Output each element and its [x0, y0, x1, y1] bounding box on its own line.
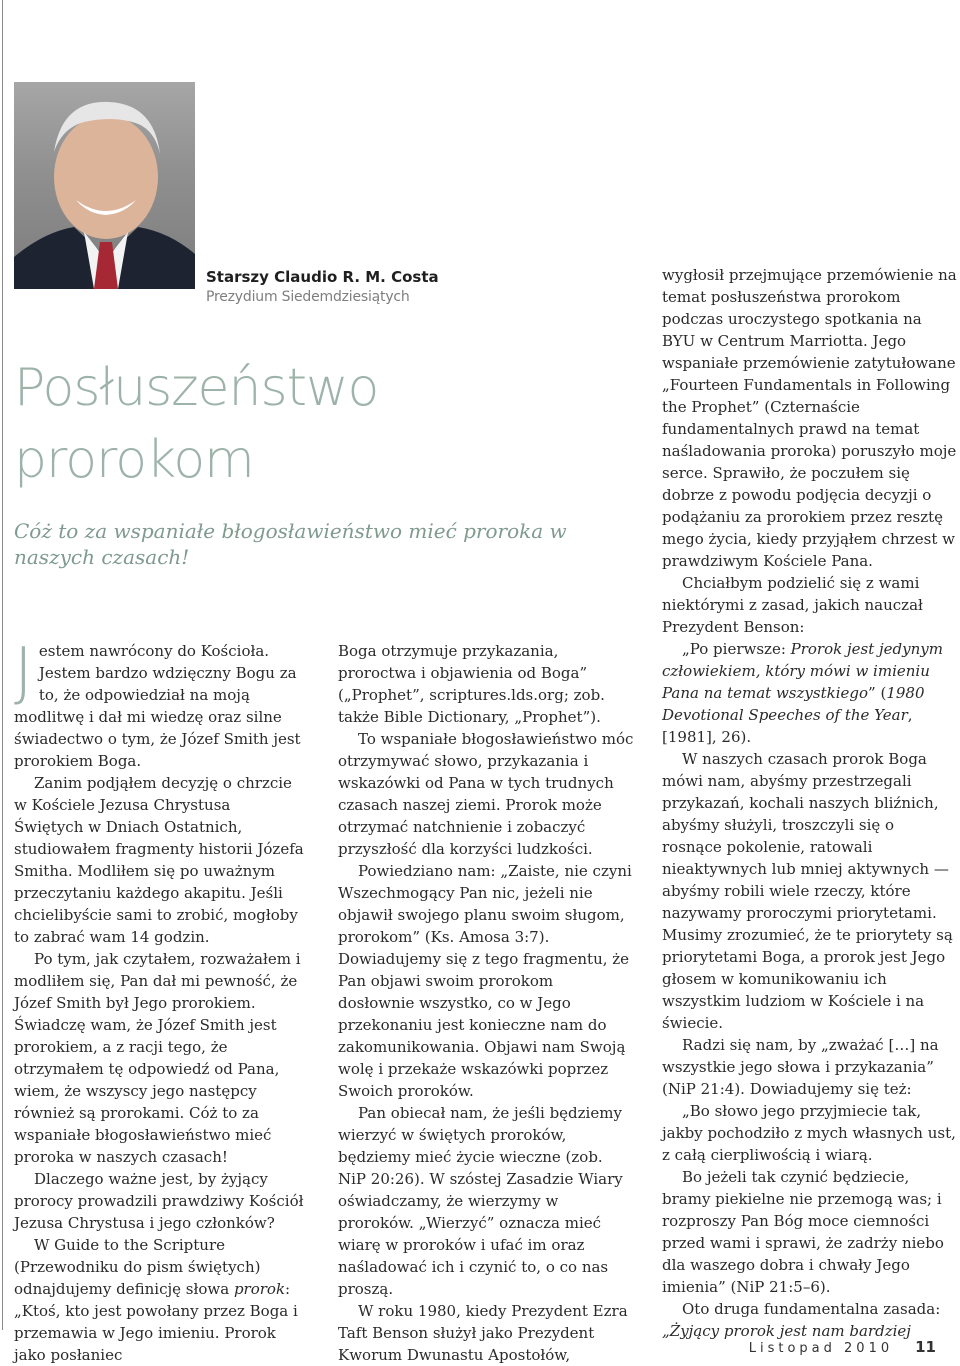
paragraph: Po tym, jak czytałem, rozważałem i modliłem się, Pan dał mi pewność, że Józef Smith był Jego prorokiem. Świadczę wam, że Józef Smith jest prorokiem, a z racji tego, że otrzymałem tę odpowiedź od Pana, wiem, że wszyscy jego następcy również są prorokami. Cóż to za wspaniałe błogosławieństwo mieć proroka w naszych czasach!	[14, 950, 301, 1166]
article-title	[14, 352, 474, 496]
italic-source: 1980 Devotional Speeches of the Year	[662, 684, 925, 724]
drop-cap: J	[14, 635, 33, 709]
paragraph: W roku 1980, kiedy Prezydent Ezra Taft Benson służył jako Prezydent Kworum Dwunastu Apostołów,	[338, 1302, 628, 1364]
paragraph: Bo jeżeli tak czynić będziecie, bramy piekielne nie przemogą was; i rozproszy Pan Bóg moce ciemności przed wami i sprawi, że zadrży niebo dla waszego dobra i chwały Jego imienia” (NiP 21:5–6).	[662, 1168, 944, 1296]
issue-label: Listopad 2010	[748, 1341, 894, 1356]
paragraph: „Żyjący prorok jest nam bardziej	[662, 1322, 911, 1340]
paragraph-text: ” (	[868, 684, 887, 702]
paragraph: Radzi się nam, by „zważać […] na wszystkie jego słowa i przykazania” (NiP 21:4). Dowiadujemy się też:	[662, 1036, 939, 1098]
paragraph: Dlaczego ważne jest, by żyjący prorocy prowadzili prawdziwy Kościół Jezusa Chrystusa i jego członków?	[14, 1170, 304, 1232]
paragraph: Oto druga fundamentalna zasada:	[682, 1300, 941, 1318]
page-footer	[749, 1338, 936, 1356]
italic-quote: Prorok jest jedynym człowiekiem, który mówi w imieniu Pana na temat wszystkiego	[662, 640, 943, 702]
paragraph-text: : „Ktoś, kto jest powołany przez Boga i przemawia w Jego imieniu. Prorok jako posłaniec	[14, 1280, 298, 1364]
author-portrait	[14, 82, 195, 289]
paragraph: To wspaniałe błogosławieństwo móc otrzymywać słowo, przykazania i wskazówki od Pana w tych trudnych czasach naszej ziemi. Prorok może otrzymać natchnienie i zobaczyć przyszłość dla korzyści ludzkości.	[338, 730, 634, 858]
page-number: 11	[915, 1338, 936, 1356]
paragraph: Pan obiecał nam, że jeśli będziemy wierzyć w świętych proroków, będziemy mieć życie wieczne (zob. NiP 20:26). W szóstej Zasadzie Wiary oświadczamy, że wierzymy w proroków. „Wierzyć” oznacza mieć wiarę w proroków i ufać im oraz naśladować ich i czynić to, o co nas proszą.	[338, 1104, 623, 1298]
paragraph: Zanim podjąłem decyzję o chrzcie w Kościele Jezusa Chrystusa Świętych w Dniach Ostatnich, studiowałem fragmenty historii Józefa Smitha. Modliłem się po uważnym przeczytaniu każdego akapitu. Jeśli chcielibyście sami to zrobić, mogłoby to zabrać wam 14 godzin.	[14, 774, 304, 946]
author-role: Prezydium Siedemdziesiątych	[206, 289, 410, 305]
paragraph	[662, 638, 958, 748]
paragraph: wygłosił przejmujące przemówienie na temat posłuszeństwa prorokom podczas uroczystego spotkania na BYU w Centrum Marriotta. Jego wspaniałe przemówienie zatytułowane „Fourteen Fundamentals in Following the Prophet” (Czternaście fundamentalnych prawd na temat naśladowania proroka) poruszyło moje serce. Sprawiło, że poczułem się dobrze z powodu podjęcia decyzji o podążaniu za prorokiem przez resztę mego życia, kiedy przyjąłem chrzest w prawdziwym Kościele Pana.	[662, 266, 957, 570]
column-3	[662, 264, 958, 1342]
paragraph	[14, 1234, 304, 1366]
paragraph: Boga otrzymuje przykazania, proroctwa i objawienia od Boga” („Prophet”, scriptures.lds.org; zob. także Bible Dictionary, „Prophet”).	[338, 642, 605, 726]
title-line-1: Posłuszeństwo	[14, 358, 379, 418]
article-subtitle: Cóż to za wspaniałe błogosławieństwo mieć proroka w naszych czasach!	[14, 519, 567, 569]
italic-term: prorok	[233, 1280, 286, 1298]
author-name: Starszy Claudio R. M. Costa	[206, 268, 439, 286]
paragraph-text: , [1981], 26).	[662, 706, 913, 746]
paragraph-text: estem nawrócony do Kościoła. Jestem bardzo wdzięczny Bogu za to, że odpowiedział na moją modlitwę i dał mi wiedzę oraz silne świadectwo o tym, że Józef Smith jest prorokiem Boga.	[14, 642, 301, 770]
paragraph: Powiedziano nam: „Zaiste, nie czyni Wszechmogący Pan nic, jeżeli nie objawił swojego planu swoim sługom, prorokom” (Ks. Amosa 3:7). Dowiadujemy się z tego fragmentu, że Pan objawi swoim prorokom dosłownie wszystko, co w Jego przekonaniu jest konieczne nam do zakomunikowania. Objawi nam Swoją wolę i przekaże wskazówki poprzez Swoich proroków.	[338, 862, 632, 1100]
paragraph: W naszych czasach prorok Boga mówi nam, abyśmy przestrzegali przykazań, kochali naszych bliźnich, abyśmy służyli, troszczyli się o rosnące pokolenie, ratowali nieaktywnych lub mniej aktywnych — abyśmy robili wiele rzeczy, które nazywamy proroczymi priorytetami. Musimy zrozumieć, że te priorytety są priorytetami Boga, a prorok jest Jego głosem w komunikowaniu ich wszystkim ludziom w Kościele i na świecie.	[662, 750, 953, 1032]
paragraph: Chciałbym podzielić się z wami niektórymi z zasad, jakich nauczał Prezydent Benson:	[662, 574, 923, 636]
paragraph	[14, 635, 304, 772]
paragraph: „Bo słowo jego przyjmiecie tak, jakby pochodziło z mych własnych ust, z całą cierpliwością i wiarą.	[662, 1102, 956, 1164]
page-edge-line	[2, 0, 3, 1330]
paragraph-text: W Guide to the Scripture (Przewodniku do pism świętych) odnajdujemy definicję słowa	[14, 1236, 261, 1298]
title-line-2: prorokom	[14, 430, 254, 490]
column-1	[14, 635, 304, 1366]
column-2	[338, 640, 634, 1366]
paragraph-text: „Po pierwsze:	[682, 640, 791, 658]
